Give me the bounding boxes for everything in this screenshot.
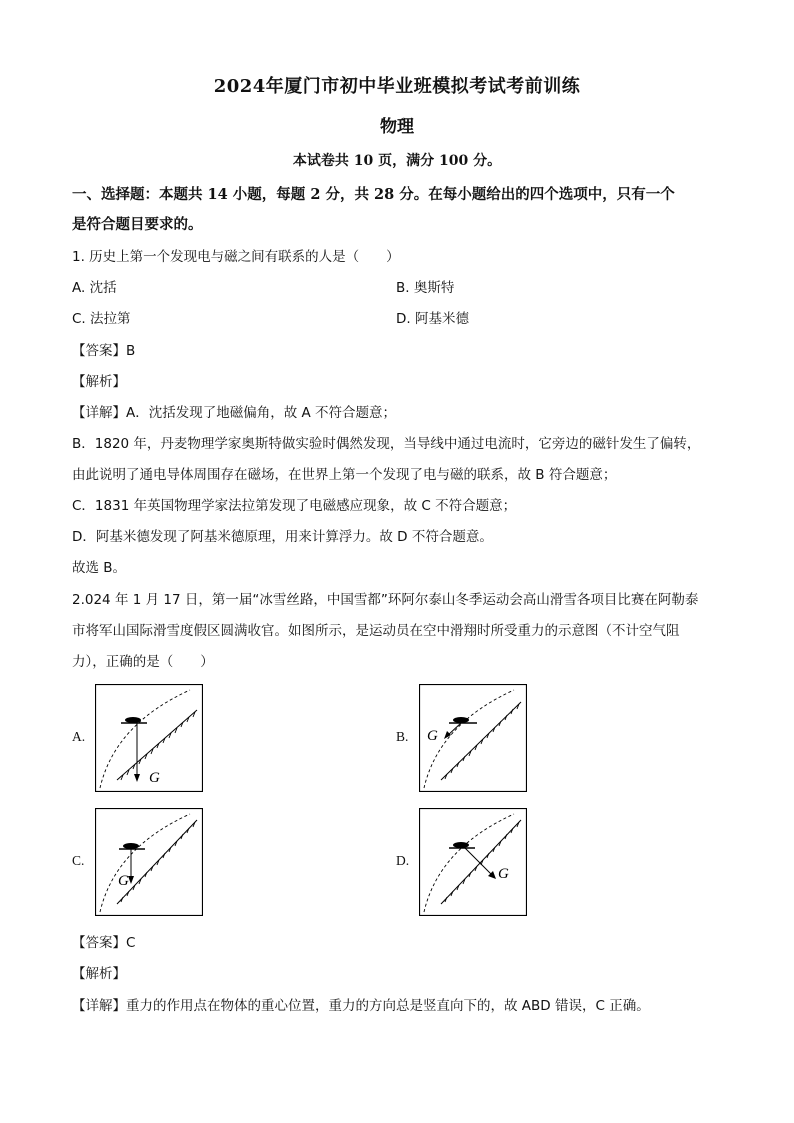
q1-detail-line: 由此说明了通电导体周围存在磁场，在世界上第一个发现了电与磁的联系，故 B 符合题意；	[72, 467, 617, 483]
figure-a-diagram	[95, 684, 203, 792]
skier-icon	[449, 717, 477, 723]
figure-c-diagram	[95, 808, 203, 916]
figure-b-diagram	[419, 684, 527, 792]
figure-b	[419, 684, 527, 792]
force-label: G	[427, 728, 438, 744]
subject-title: 物理	[380, 117, 414, 137]
q1-analysis-label: 【解析】	[72, 374, 126, 390]
force-label: G	[498, 866, 509, 882]
figure-b-label: B.	[396, 729, 409, 744]
q1-detail-line: C．1831 年英国物理学家法拉第发现了电磁感应现象，故 C 不符合题意；	[72, 498, 517, 514]
q2-analysis-label: 【解析】	[72, 966, 126, 982]
figure-d-diagram	[419, 808, 527, 916]
figure-a	[95, 684, 203, 792]
section-heading-line1: 一、选择题：本题共 14 小题，每题 2 分，共 28 分。在每小题给出的四个选项中，只有一个	[72, 186, 675, 203]
question-2-stem: 2.024 年 1 月 17 日，第一届“冰雪丝路，中国雪都”环阿尔泰山冬季运动会高山滑雪各项目比赛在阿勒泰	[72, 592, 699, 608]
figure-a-label: A.	[72, 729, 86, 744]
q1-option-d: D. 阿基米德	[396, 311, 469, 327]
skier-icon	[449, 842, 475, 848]
paper-note: 本试卷共 10 页，满分 100 分。	[292, 153, 502, 169]
figure-d	[419, 808, 527, 916]
q1-detail-line: 【详解】A．沈括发现了地磁偏角，故 A 不符合题意；	[72, 405, 397, 421]
q1-detail-line: B．1820 年，丹麦物理学家奥斯特做实验时偶然发现，当导线中通过电流时，它旁边的磁针发生了偏转，	[72, 436, 701, 452]
q2-answer: 【答案】C	[72, 935, 136, 951]
force-label: G	[149, 770, 160, 786]
q1-option-a: A. 沈括	[72, 280, 117, 296]
q1-detail-line: D．阿基米德发现了阿基米德原理，用来计算浮力。故 D 不符合题意。	[72, 529, 493, 545]
force-label: G	[118, 873, 129, 889]
figure-c	[95, 808, 203, 916]
q1-option-b: B. 奥斯特	[396, 280, 455, 296]
q1-detail-line: 故选 B。	[72, 560, 127, 576]
exam-title: 2024年厦门市初中毕业班模拟考试考前训练	[213, 76, 581, 97]
q2-detail: 【详解】重力的作用点在物体的重心位置，重力的方向总是竖直向下的，故 ABD 错误，C 正确。	[72, 998, 650, 1014]
section-heading-line2: 是符合题目要求的。	[72, 216, 203, 233]
q1-option-c: C. 法拉第	[72, 311, 131, 327]
q1-answer: 【答案】B	[72, 343, 136, 359]
figure-c-label: C.	[72, 853, 85, 868]
question-2-stem: 力），正确的是（ ）	[72, 654, 214, 670]
question-1-stem: 1. 历史上第一个发现电与磁之间有联系的人是（ ）	[72, 249, 400, 265]
question-2-stem: 市将军山国际滑雪度假区圆满收官。如图所示，是运动员在空中滑翔时所受重力的示意图（不计空气阻	[72, 623, 680, 639]
figure-d-label: D.	[396, 853, 410, 868]
skier-icon	[119, 843, 145, 849]
skier-icon	[121, 717, 147, 723]
